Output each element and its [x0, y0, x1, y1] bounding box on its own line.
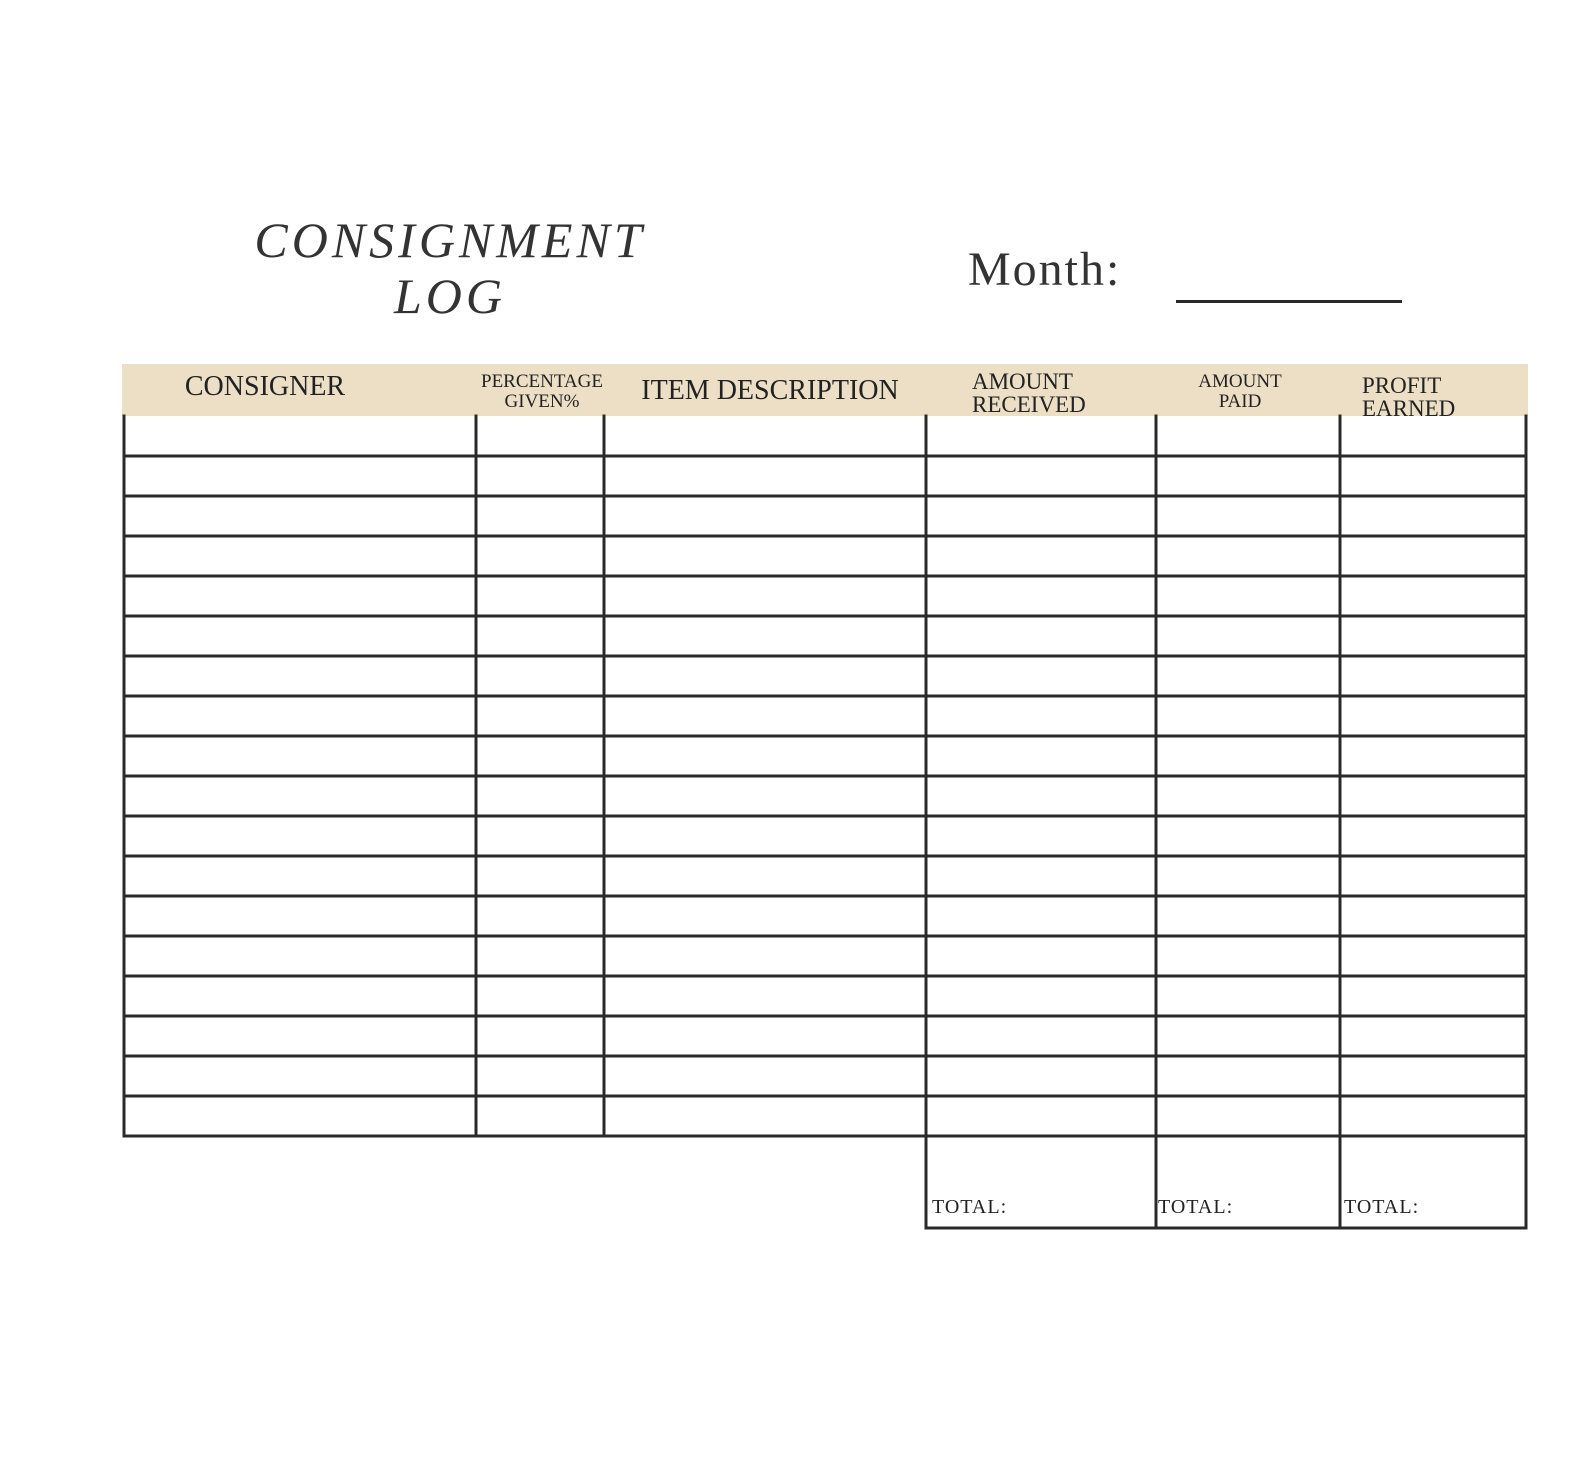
header-profit-line1: PROFIT — [1362, 373, 1442, 398]
header-paid-line2: PAID — [1218, 391, 1262, 412]
header-percentage-line1: PERCENTAGE — [481, 371, 603, 392]
log-title-line1: CONSIGNMENT — [254, 212, 646, 268]
header-received-line1: AMOUNT — [972, 369, 1073, 394]
header-received-line2: RECEIVED — [972, 392, 1086, 417]
header-paid-line1: AMOUNT — [1198, 371, 1282, 392]
header-consigner: CONSIGNER — [184, 371, 346, 402]
header-profit-line2: EARNED — [1362, 396, 1456, 421]
month-label: Month: — [968, 243, 1122, 296]
total-label-received: TOTAL: — [932, 1196, 1008, 1218]
header-percentage-line2: GIVEN% — [504, 391, 580, 412]
total-label-paid: TOTAL: — [1158, 1196, 1234, 1218]
header-item-description: ITEM DESCRIPTION — [641, 375, 899, 406]
total-label-profit: TOTAL: — [1344, 1196, 1420, 1218]
log-title-line2: LOG — [393, 268, 507, 324]
